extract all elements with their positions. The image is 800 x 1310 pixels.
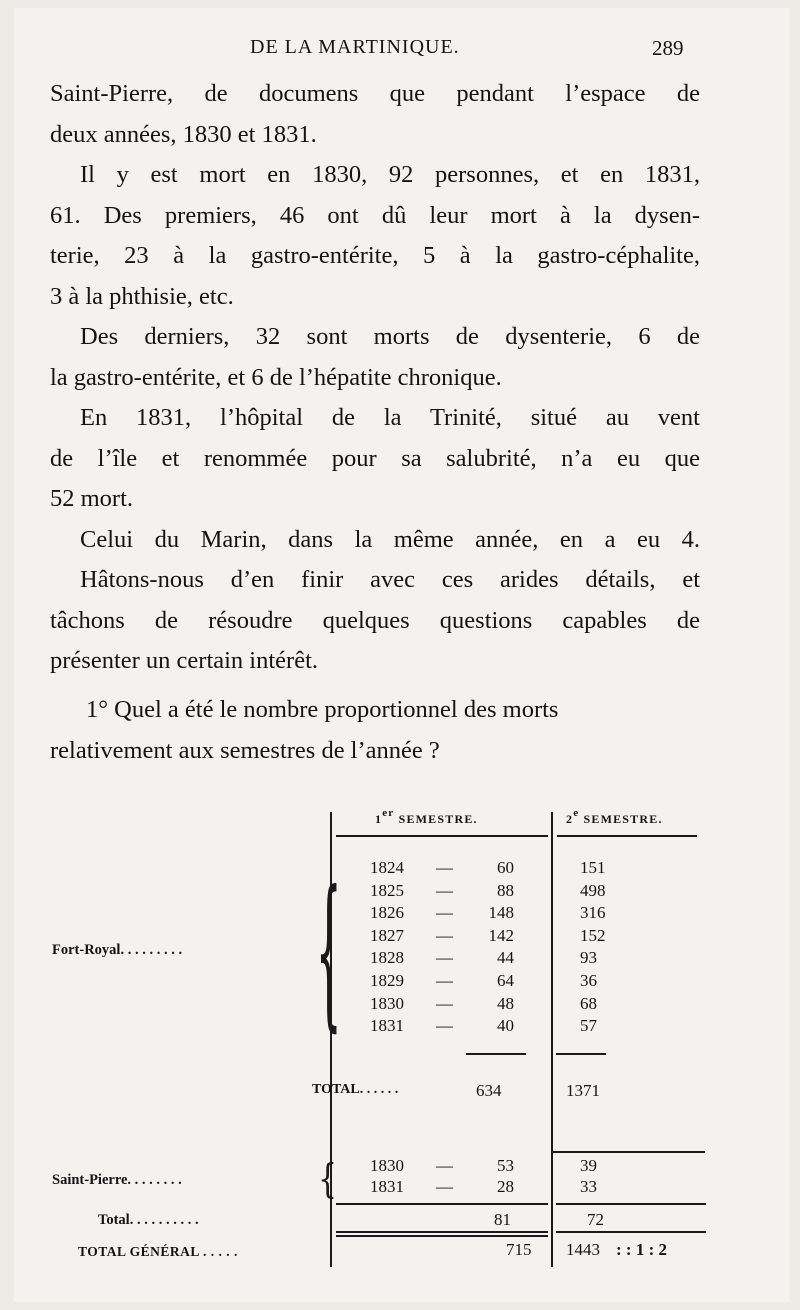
text-line: Saint-Pierre, de documens que pendant l’espace de — [50, 80, 700, 107]
text-line: 3 à la phthisie, etc. — [50, 282, 234, 310]
saint-pierre-total-s1: 81 — [494, 1210, 511, 1229]
text-line: présenter un certain intérêt. — [50, 647, 319, 674]
body-text — [50, 74, 700, 682]
text-line: En 1831, l’hôpital de la Trinité, situé au vent — [80, 404, 700, 431]
row-dash: — — [436, 1177, 453, 1196]
row-first-semester-value: 142 — [488, 925, 514, 945]
grand-total-s1: 715 — [506, 1240, 532, 1259]
total-rule — [336, 1203, 548, 1205]
grand-total-rule — [336, 1235, 548, 1237]
saint-pierre-total-s2: 72 — [587, 1210, 604, 1229]
row-first-semester-value: 88 — [497, 880, 514, 900]
row-first-semester-value: 148 — [488, 903, 514, 923]
text-line: Des derniers, 32 sont morts de dysenterie, 6 de — [80, 323, 700, 350]
row-year: 1826 — [370, 903, 404, 923]
fort-royal-total-s2: 1371 — [566, 1081, 600, 1100]
brace-saint-pierre: { — [318, 1156, 338, 1204]
text-line: de l’île et renommée pour sa salubrité, n’a eu que — [50, 444, 700, 472]
row-second-semester-value: 152 — [580, 925, 606, 945]
grand-total-s2: 1443 — [566, 1240, 600, 1259]
header-rule — [336, 835, 548, 837]
header-rule — [557, 835, 697, 837]
row-year: 1830 — [370, 993, 404, 1013]
row-first-semester-value: 48 — [497, 993, 514, 1013]
grand-total-label: TOTAL GÉNÉRAL . . . . . — [78, 1244, 238, 1259]
grand-total-ratio: : : 1 : 2 — [616, 1240, 667, 1259]
text-line: Hâtons-nous d’en finir avec ces arides détails, et — [80, 566, 700, 593]
row-second-semester-value: 33 — [580, 1177, 597, 1196]
text-line: 61. Des premiers, 46 ont dû leur mort à la dysen- — [50, 201, 700, 229]
row-dash: — — [436, 880, 453, 900]
row-label-saint-pierre: Saint-Pierre. . . . . . . . — [52, 1172, 182, 1188]
row-year: 1828 — [370, 948, 404, 968]
grand-total-rule — [336, 1231, 548, 1233]
brace-fort-royal: { — [316, 860, 342, 1049]
row-label-fort-royal: Fort-Royal. . . . . . . . . — [52, 942, 183, 958]
text-line: la gastro-entérite, et 6 de l’hépatite chronique. — [50, 363, 502, 391]
row-first-semester-value: 53 — [497, 1156, 514, 1175]
text-line: Celui du Marin, dans la même année, en a eu 4. — [80, 525, 700, 553]
row-year: 1825 — [370, 880, 404, 900]
text-line: deux années, 1830 et 1831. — [50, 120, 317, 148]
col-header-second-semester: 2e SEMESTRE. — [566, 807, 663, 826]
total-rule — [556, 1203, 706, 1205]
running-head: DE LA MARTINIQUE. — [250, 36, 460, 58]
question-paragraph — [50, 690, 706, 771]
row-first-semester-value: 64 — [497, 971, 514, 990]
subtotal-rule — [466, 1053, 526, 1055]
table-middle-rule — [551, 812, 553, 1267]
fort-royal-total-label: TOTAL. . . . . . — [312, 1082, 399, 1097]
subtotal-rule — [556, 1053, 606, 1055]
page-number: 289 — [652, 36, 684, 60]
col-header-first-semester: 1er SEMESTRE. — [375, 807, 478, 826]
row-dash: — — [436, 993, 453, 1013]
row-dash: — — [436, 948, 453, 968]
text-line: 52 mort. — [50, 485, 134, 512]
row-second-semester-value: 93 — [580, 948, 597, 968]
row-year: 1831 — [370, 1016, 404, 1036]
saint-pierre-total-label: Total. . . . . . . . . . — [98, 1212, 199, 1228]
row-second-semester-value: 316 — [580, 903, 606, 923]
row-second-semester-value: 498 — [580, 880, 606, 900]
row-year: 1830 — [370, 1156, 404, 1175]
row-first-semester-value: 44 — [497, 948, 514, 968]
row-dash: — — [436, 1016, 453, 1036]
row-second-semester-value: 68 — [580, 993, 597, 1013]
mortality-table — [0, 800, 800, 1280]
row-second-semester-value: 151 — [580, 858, 606, 877]
row-first-semester-value: 28 — [497, 1177, 514, 1196]
text-line: Il y est mort en 1830, 92 personnes, et en 1831, — [80, 161, 700, 188]
row-second-semester-value: 39 — [580, 1156, 597, 1175]
row-year: 1831 — [370, 1177, 404, 1196]
row-dash: — — [436, 903, 453, 923]
section-rule — [551, 1151, 705, 1153]
row-second-semester-value: 36 — [580, 971, 597, 990]
row-year: 1827 — [370, 925, 404, 945]
text-line: tâchons de résoudre quelques questions capables de — [50, 606, 700, 634]
text-line: terie, 23 à la gastro-entérite, 5 à la gastro-céphalite, — [50, 242, 700, 269]
row-dash: — — [436, 1156, 453, 1175]
row-second-semester-value: 57 — [580, 1016, 597, 1036]
row-first-semester-value: 60 — [497, 858, 514, 877]
row-dash: — — [436, 925, 453, 945]
grand-total-rule — [556, 1231, 706, 1233]
row-year: 1829 — [370, 971, 404, 990]
page-header — [0, 36, 800, 66]
row-dash: — — [436, 971, 453, 990]
row-year: 1824 — [370, 858, 404, 877]
row-dash: — — [436, 858, 453, 877]
question-line: 1° Quel a été le nombre proportionnel des morts — [86, 696, 559, 723]
fort-royal-total-s1: 634 — [476, 1081, 502, 1100]
question-line: relativement aux semestres de l’année ? — [50, 736, 440, 764]
row-first-semester-value: 40 — [497, 1016, 514, 1036]
